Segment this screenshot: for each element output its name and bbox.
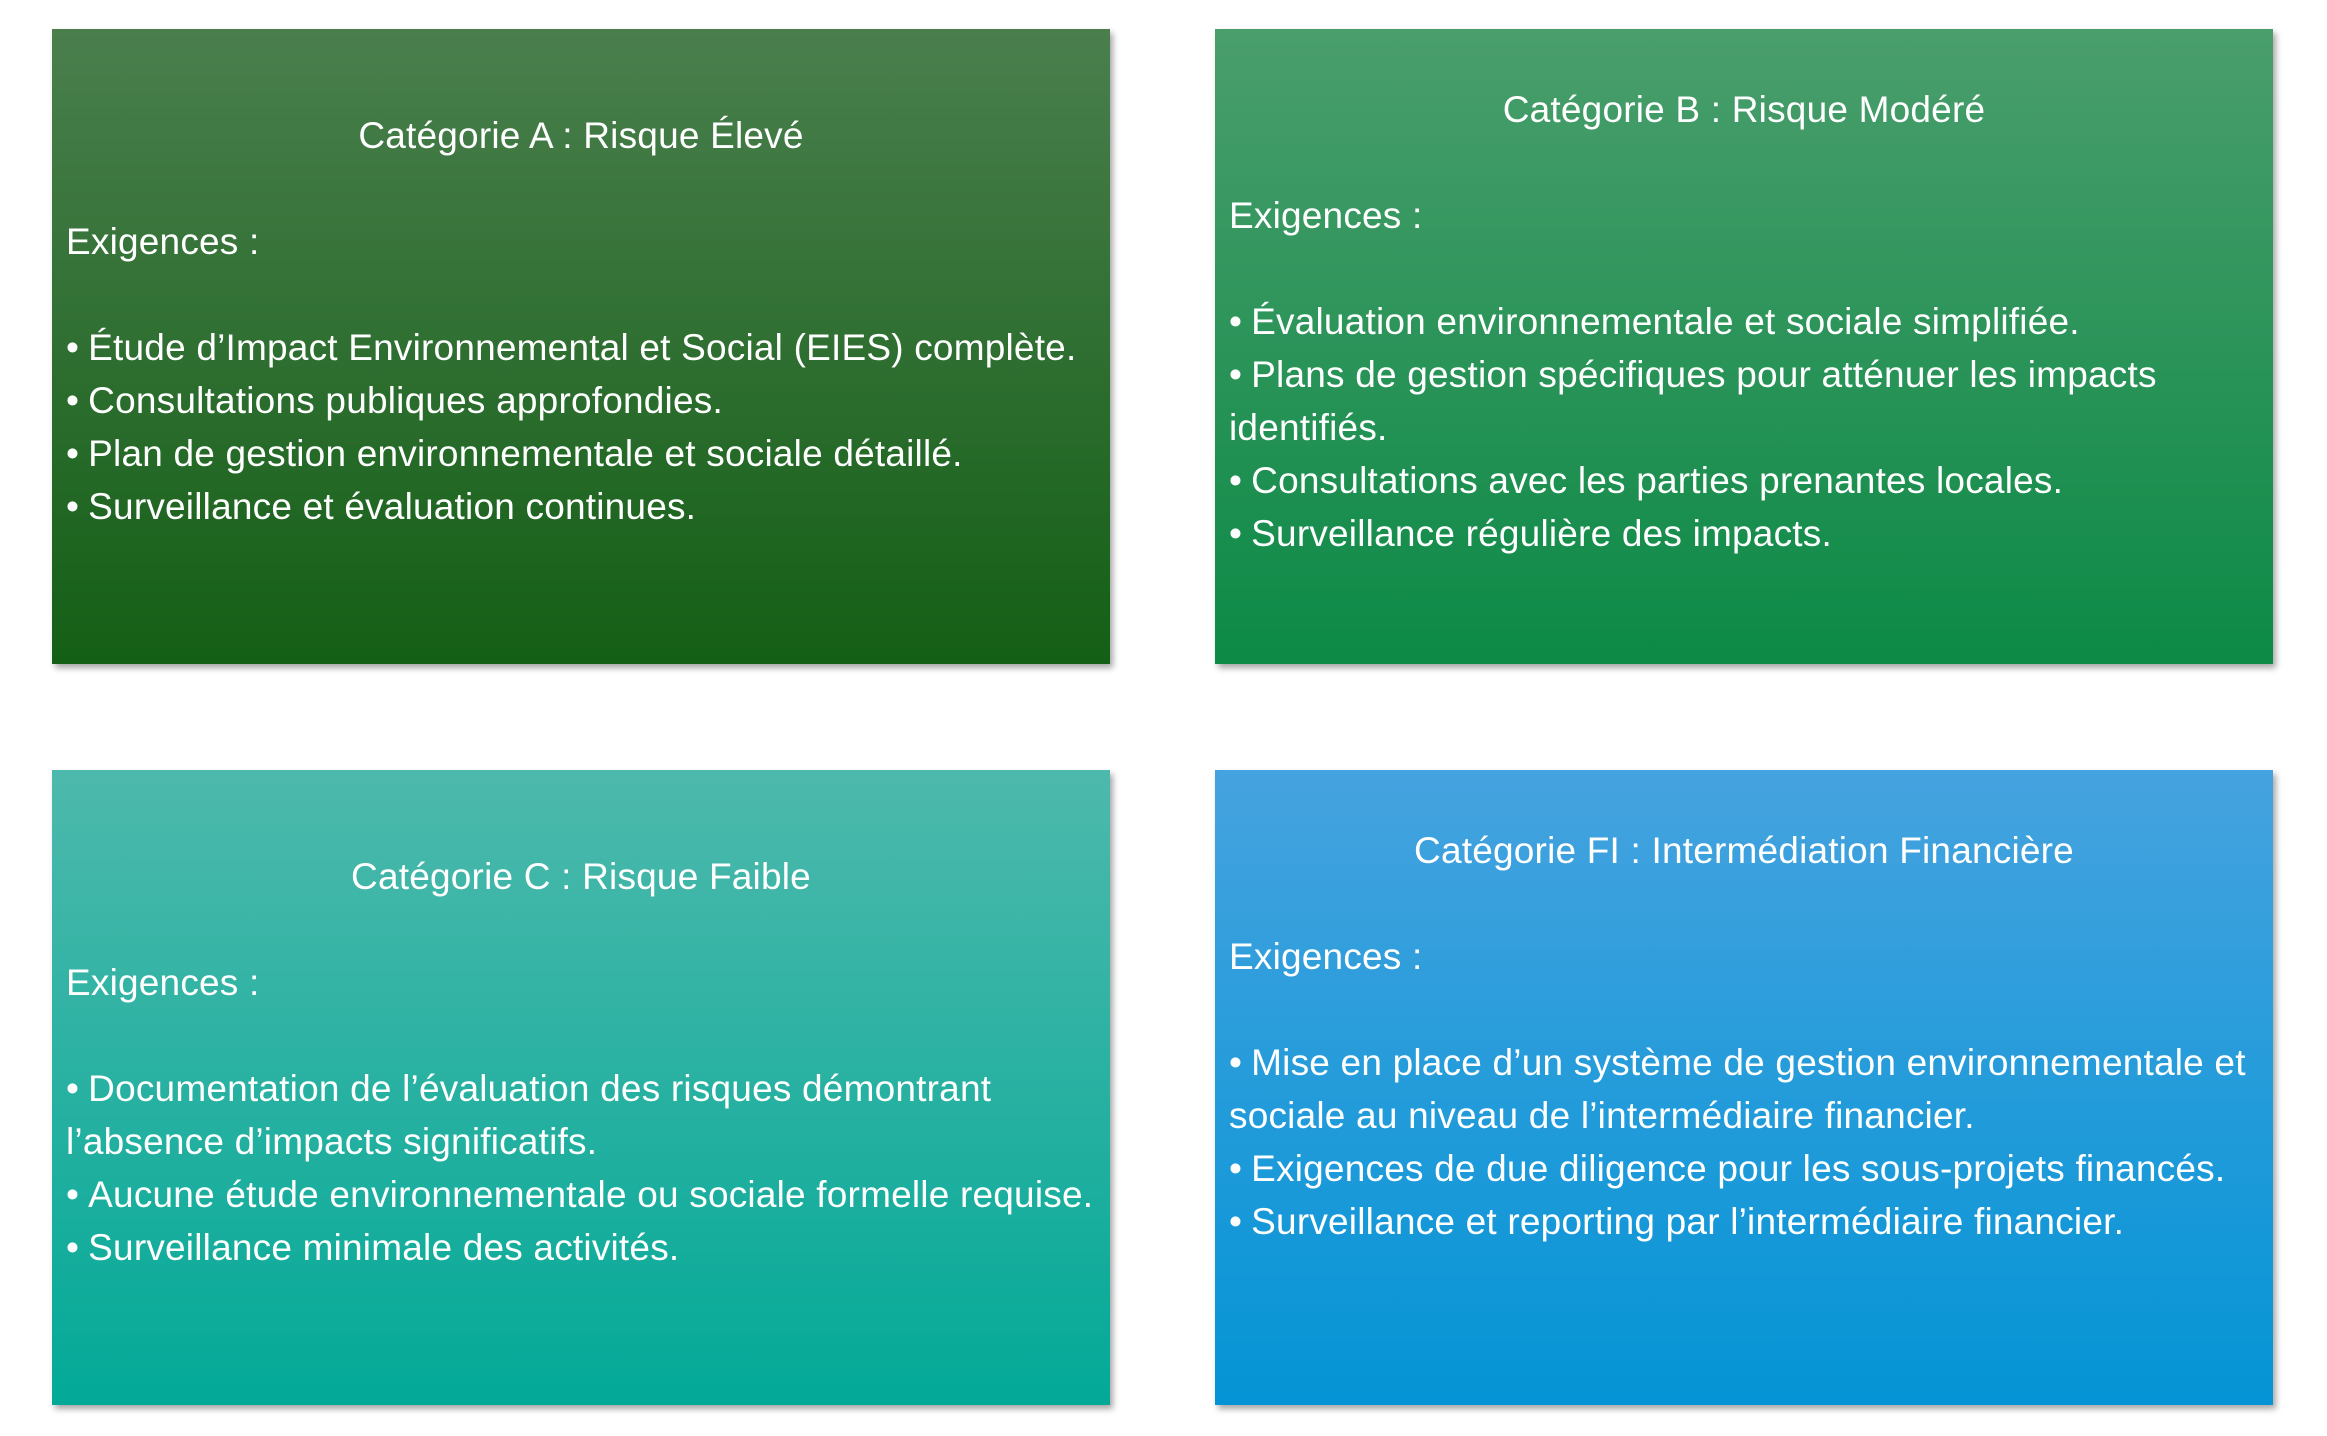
bullet-icon: • [66, 486, 80, 527]
category-b-title: Catégorie B : Risque Modéré [1502, 89, 1986, 130]
category-fi-requirements-list [1229, 1036, 2259, 1248]
category-fi-requirements-heading: Exigences : [1229, 936, 1423, 977]
bullet-icon: • [1229, 1042, 1243, 1083]
requirement-item [66, 321, 1096, 374]
requirement-item [1229, 295, 2259, 348]
requirement-item [1229, 1195, 2259, 1248]
requirement-text: Surveillance et évaluation continues. [88, 486, 697, 527]
requirement-item [1229, 348, 2259, 454]
category-fi-card [1215, 770, 2273, 1405]
bullet-icon: • [66, 1174, 80, 1215]
requirement-item [1229, 1142, 2259, 1195]
category-a-card [52, 29, 1110, 664]
category-c-title: Catégorie C : Risque Faible [351, 856, 811, 897]
requirement-item [66, 1062, 1096, 1168]
requirement-text: Exigences de due diligence pour les sous-projets financés. [1251, 1148, 2226, 1189]
requirement-item [66, 480, 1096, 533]
requirement-item [66, 427, 1096, 480]
category-fi-title: Catégorie FI : Intermédiation Financière [1414, 830, 2074, 871]
bullet-icon: • [66, 1227, 80, 1268]
requirement-text: Consultations avec les parties prenantes locales. [1251, 460, 2064, 501]
requirement-text: Surveillance régulière des impacts. [1251, 513, 1832, 554]
category-a-requirements-list [66, 321, 1096, 533]
bullet-icon: • [66, 433, 80, 474]
category-c-card [52, 770, 1110, 1405]
requirement-text: Aucune étude environnementale ou sociale formelle requise. [88, 1174, 1094, 1215]
requirement-item [1229, 1036, 2259, 1142]
requirement-text: Surveillance minimale des activités. [88, 1227, 680, 1268]
category-a-requirements-heading: Exigences : [66, 221, 260, 262]
requirement-text: Plan de gestion environnementale et sociale détaillé. [88, 433, 963, 474]
category-a-title: Catégorie A : Risque Élevé [358, 115, 804, 156]
requirement-text: Documentation de l’évaluation des risques démontrant l’absence d’impacts significatifs. [66, 1068, 992, 1162]
bullet-icon: • [1229, 1148, 1243, 1189]
requirement-item [66, 1221, 1096, 1274]
requirement-text: Plans de gestion spécifiques pour atténuer les impacts identifiés. [1229, 354, 2157, 448]
requirement-text: Mise en place d’un système de gestion environnementale et sociale au niveau de l’intermédiaire financier. [1229, 1042, 2246, 1136]
bullet-icon: • [66, 327, 80, 368]
category-b-card [1215, 29, 2273, 664]
requirement-text: Évaluation environnementale et sociale simplifiée. [1251, 301, 2080, 342]
bullet-icon: • [1229, 1201, 1243, 1242]
category-b-requirements-heading: Exigences : [1229, 195, 1423, 236]
category-c-requirements-list [66, 1062, 1096, 1274]
requirement-text: Étude d’Impact Environnemental et Social (EIES) complète. [88, 327, 1077, 368]
category-b-requirements-list [1229, 295, 2259, 560]
bullet-icon: • [66, 1068, 80, 1109]
requirement-item [1229, 454, 2259, 507]
requirement-item [66, 374, 1096, 427]
requirement-text: Surveillance et reporting par l’intermédiaire financier. [1251, 1201, 2125, 1242]
requirement-item [1229, 507, 2259, 560]
bullet-icon: • [1229, 513, 1243, 554]
category-c-requirements-heading: Exigences : [66, 962, 260, 1003]
bullet-icon: • [1229, 354, 1243, 395]
requirement-text: Consultations publiques approfondies. [88, 380, 723, 421]
requirement-item [66, 1168, 1096, 1221]
bullet-icon: • [1229, 460, 1243, 501]
bullet-icon: • [66, 380, 80, 421]
bullet-icon: • [1229, 301, 1243, 342]
